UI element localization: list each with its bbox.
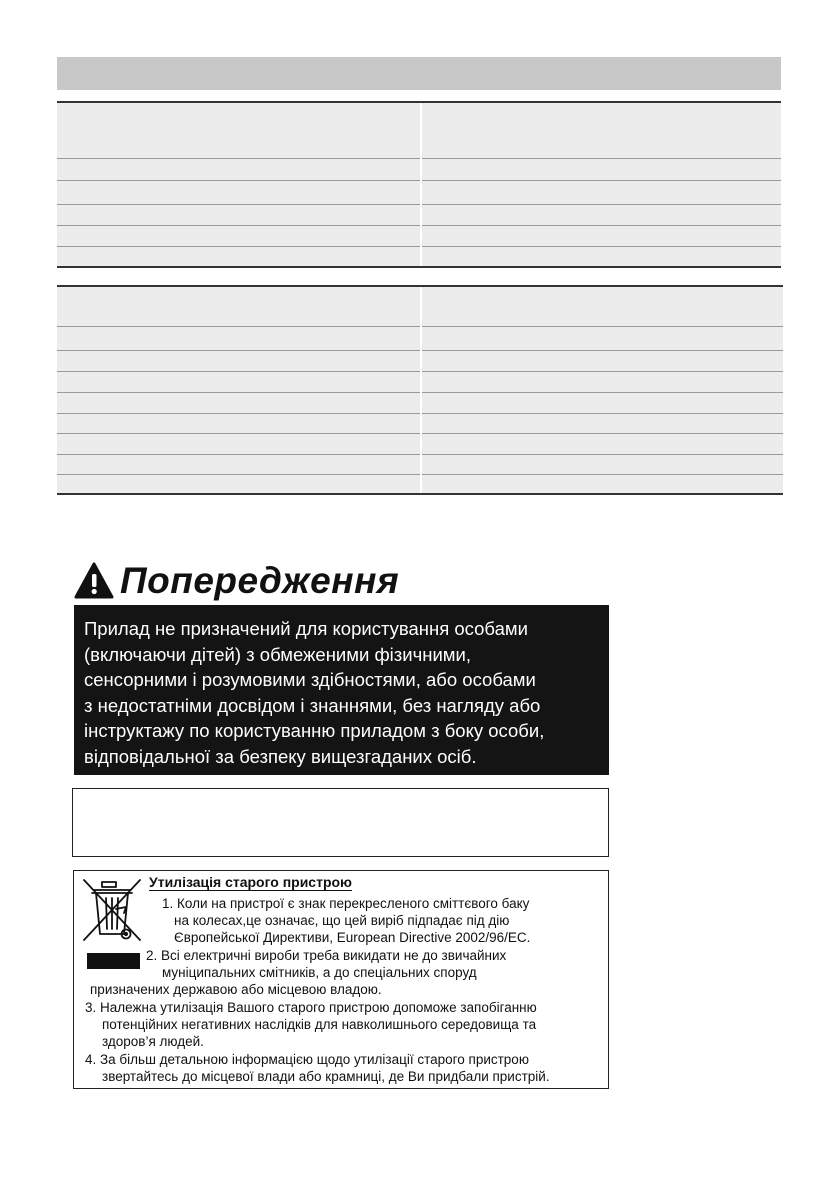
- warning-header: [74, 560, 399, 602]
- table-row: [57, 225, 781, 246]
- table-row: [57, 371, 783, 392]
- table-cell: [57, 225, 421, 246]
- warning-text-box: [74, 605, 609, 775]
- table-cell: [421, 392, 783, 413]
- table-cell: [57, 326, 421, 350]
- disposal-notice: [73, 870, 609, 1089]
- table-row: [57, 392, 783, 413]
- table-cell: [57, 371, 421, 392]
- table-cell: [421, 246, 781, 267]
- table-row: [57, 158, 781, 180]
- table-cell: [57, 350, 421, 371]
- table-cell: [57, 433, 421, 454]
- table-cell: [57, 180, 421, 204]
- disposal-line: Європейської Директиви, European Directive 2002/96/EC.: [174, 930, 531, 945]
- table-cell: [421, 158, 781, 180]
- table-cell: [57, 204, 421, 225]
- table-cell: [57, 392, 421, 413]
- table-cell: [57, 474, 421, 494]
- disposal-line: 2. Всі електричні вироби треба викидати не до звичайних: [146, 948, 507, 963]
- disposal-line: на колесах,це означає, що цей виріб підпадає під дію: [174, 913, 510, 928]
- disposal-heading: Утилізація старого пристрою: [149, 874, 353, 890]
- table-cell: [421, 454, 783, 474]
- disposal-line: звертайтесь до місцевої влади або крамниці, де Ви придбали пристрій.: [102, 1069, 550, 1084]
- table-cell: [421, 433, 783, 454]
- warning-line: інструктажу по користуванню приладом з боку особи,: [84, 720, 545, 741]
- table-cell: [421, 180, 781, 204]
- table-cell: [421, 286, 783, 326]
- table-cell: [421, 204, 781, 225]
- warning-title: Попередження: [120, 560, 400, 601]
- disposal-line: муніципальних смітників, а до спеціальних споруд: [162, 965, 477, 980]
- warning-triangle-icon: [74, 562, 114, 600]
- table-row: [57, 474, 783, 494]
- disposal-line: 3. Належна утилізація Вашого старого пристрою допоможе запобіганню: [85, 1000, 537, 1015]
- table-row: [57, 246, 781, 267]
- disposal-line: 1. Коли на пристрої є знак перекресленого сміттєвого баку: [162, 896, 530, 911]
- black-bar-symbol: [87, 953, 140, 969]
- disposal-line: призначених державою або місцевою владою.: [90, 982, 382, 997]
- spec-table-2: [57, 285, 783, 495]
- disposal-line: 4. За більш детальною інформацією щодо утилізації старого пристрою: [85, 1052, 529, 1067]
- table-cell: [57, 454, 421, 474]
- table-cell: [57, 286, 421, 326]
- table-cell: [421, 371, 783, 392]
- table-row: [57, 433, 783, 454]
- table-cell: [57, 246, 421, 267]
- table-row: [57, 454, 783, 474]
- table-cell: [421, 474, 783, 494]
- table-cell: [57, 102, 421, 158]
- table-cell: [57, 413, 421, 433]
- spec-table-1: [57, 101, 781, 268]
- table-cell: [421, 350, 783, 371]
- table-cell: [421, 326, 783, 350]
- table-row: [57, 102, 781, 158]
- table-cell: [421, 102, 781, 158]
- warning-line: сенсорними і розумовими здібностями, або особами: [84, 669, 536, 690]
- warning-line: (включаючи дітей) з обмеженими фізичними,: [84, 643, 471, 665]
- table-cell: [421, 225, 781, 246]
- table-row: [57, 286, 783, 326]
- table-row: [57, 413, 783, 433]
- table-row: [57, 204, 781, 225]
- table-cell: [421, 413, 783, 433]
- table-row: [57, 180, 781, 204]
- spec-title-bar: [57, 57, 781, 90]
- disposal-line: здоров’я людей.: [102, 1034, 204, 1049]
- warning-line: відповідальної за безпеку вищезгаданих осіб.: [84, 745, 477, 767]
- table-row: [57, 350, 783, 371]
- empty-note-box: [72, 788, 609, 857]
- crossed-bin-icon: [80, 876, 144, 948]
- warning-line: з недостатніми досвідом і знаннями, без нагляду або: [84, 694, 541, 716]
- disposal-line: потенційних негативних наслідків для навколишнього середовища та: [102, 1017, 537, 1032]
- warning-line: Прилад не призначений для користування особами: [84, 618, 528, 639]
- table-row: [57, 326, 783, 350]
- table-cell: [57, 158, 421, 180]
